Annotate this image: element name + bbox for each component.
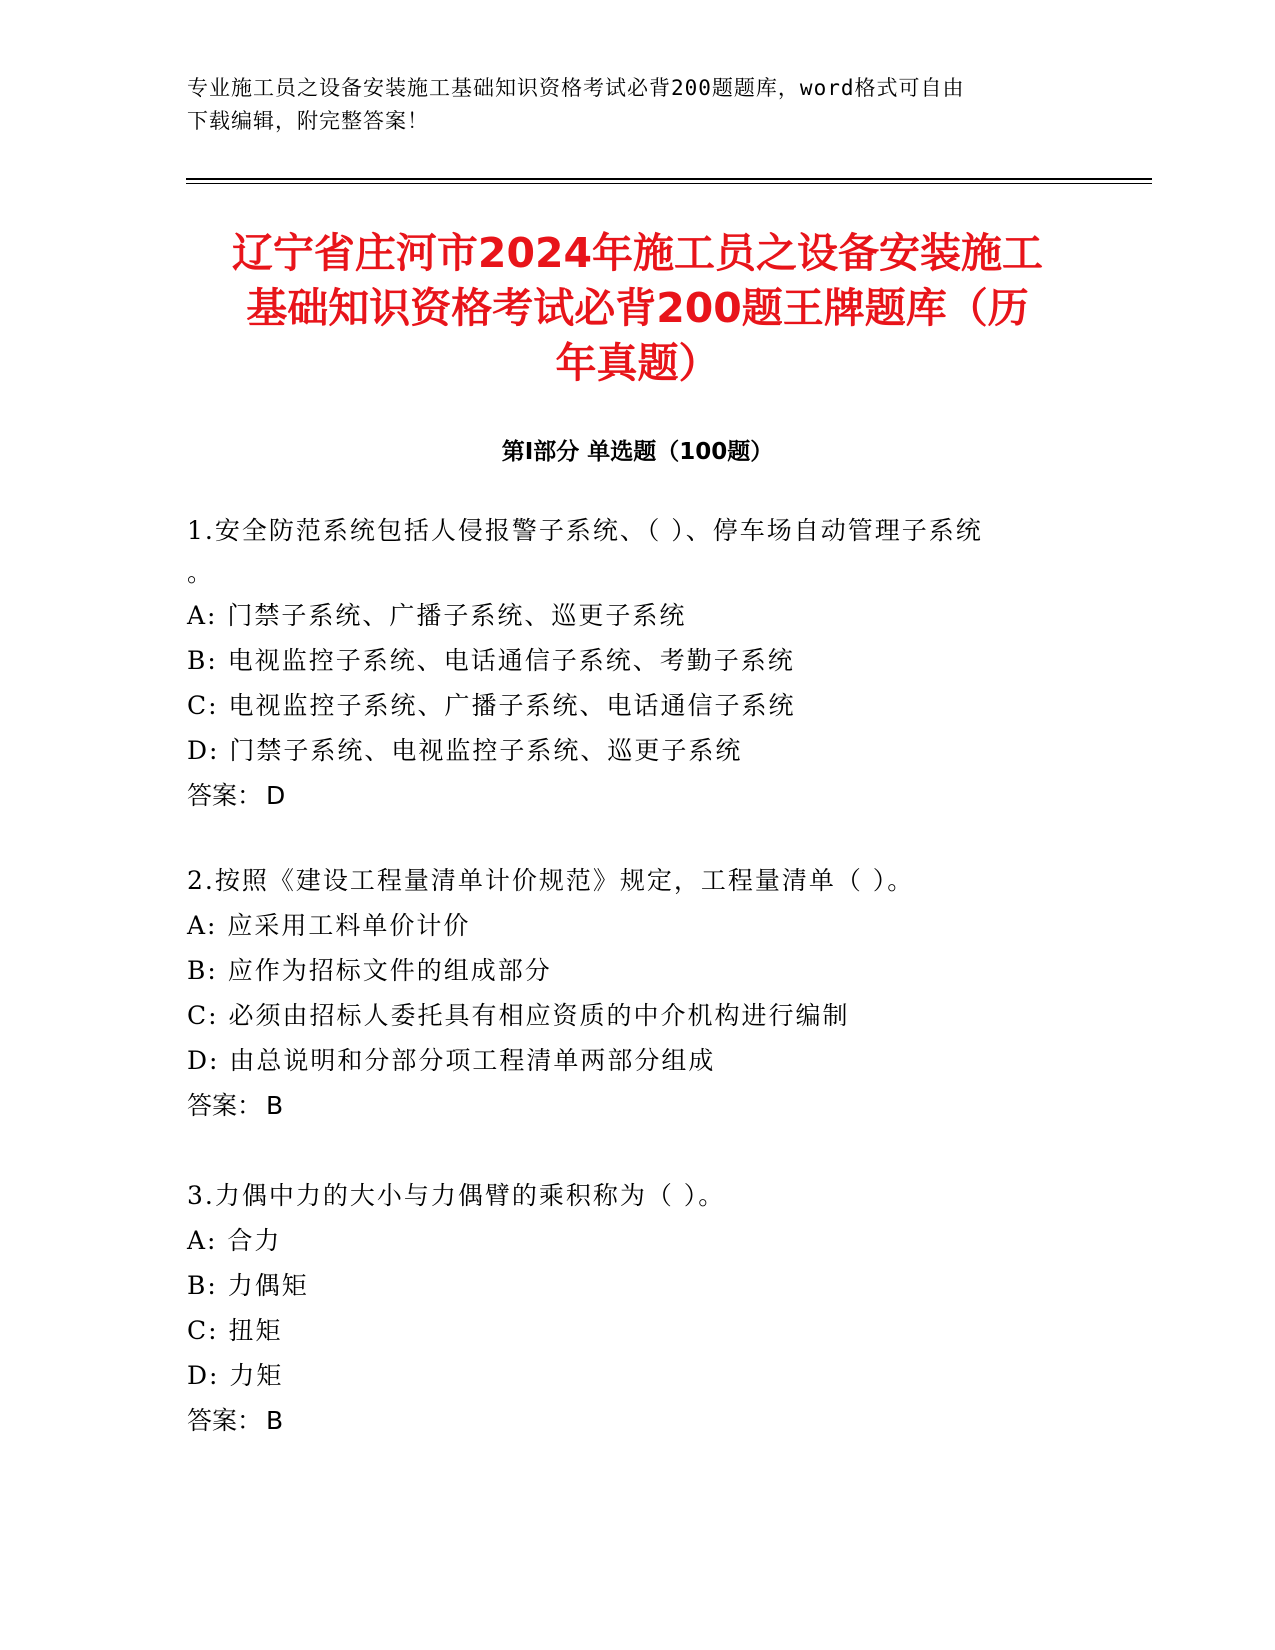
option-b: B: 电视监控子系统、电话通信子系统、考勤子系统 <box>187 646 795 675</box>
answer-value: B <box>266 1091 284 1120</box>
question-stem: 1.安全防范系统包括人侵报警子系统、（ ）、停车场自动管理子系统 <box>187 516 983 545</box>
question-stem: 2.按照《建设工程量清单计价规范》规定，工程量清单（ ）。 <box>187 866 915 895</box>
option-c: C: 电视监控子系统、广播子系统、电话通信子系统 <box>187 691 796 720</box>
header-divider-thick <box>186 178 1152 180</box>
title-line-3: 年真题） <box>555 339 720 387</box>
option-b: B: 力偶矩 <box>187 1271 309 1300</box>
header-divider-thin <box>186 183 1152 184</box>
answer-label: 答案： <box>187 781 263 810</box>
option-c: C: 扭矩 <box>187 1316 283 1345</box>
answer-label: 答案： <box>187 1091 263 1120</box>
option-b: B: 应作为招标文件的组成部分 <box>187 956 552 985</box>
question-stem-continuation: 。 <box>187 558 215 587</box>
title-line-1: 辽宁省庄河市2024年施工员之设备安装施工 <box>231 229 1044 277</box>
part-heading: 第I部分 单选题（100题） <box>501 439 774 465</box>
option-d: D: 力矩 <box>187 1361 284 1390</box>
answer <box>187 773 1087 818</box>
title-line-2: 基础知识资格考试必背200题王牌题库（历 <box>246 284 1029 332</box>
option-a: A: 合力 <box>187 1226 282 1255</box>
header-note <box>187 72 1087 138</box>
option-c: C: 必须由招标人委托具有相应资质的中介机构进行编制 <box>187 1001 850 1030</box>
answer-value: B <box>266 1406 284 1435</box>
question-stem: 3.力偶中力的大小与力偶臂的乘积称为（ ）。 <box>187 1181 726 1210</box>
header-note-line-1: 专业施工员之设备安装施工基础知识资格考试必背200题题库，word格式可自由 <box>187 76 965 100</box>
answer <box>187 1083 1087 1128</box>
answer-label: 答案： <box>187 1406 263 1435</box>
question-1 <box>187 508 1087 818</box>
option-a: A: 门禁子系统、广播子系统、巡更子系统 <box>187 601 687 630</box>
header-note-line-2: 下载编辑，附完整答案！ <box>187 109 429 133</box>
option-d: D: 由总说明和分部分项工程清单两部分组成 <box>187 1046 716 1075</box>
option-a: A: 应采用工料单价计价 <box>187 911 471 940</box>
question-2 <box>187 858 1087 1128</box>
answer <box>187 1398 1087 1443</box>
answer-value: D <box>266 781 286 810</box>
question-3 <box>187 1173 1087 1443</box>
document-title <box>170 226 1105 391</box>
option-d: D: 门禁子系统、电视监控子系统、巡更子系统 <box>187 736 743 765</box>
